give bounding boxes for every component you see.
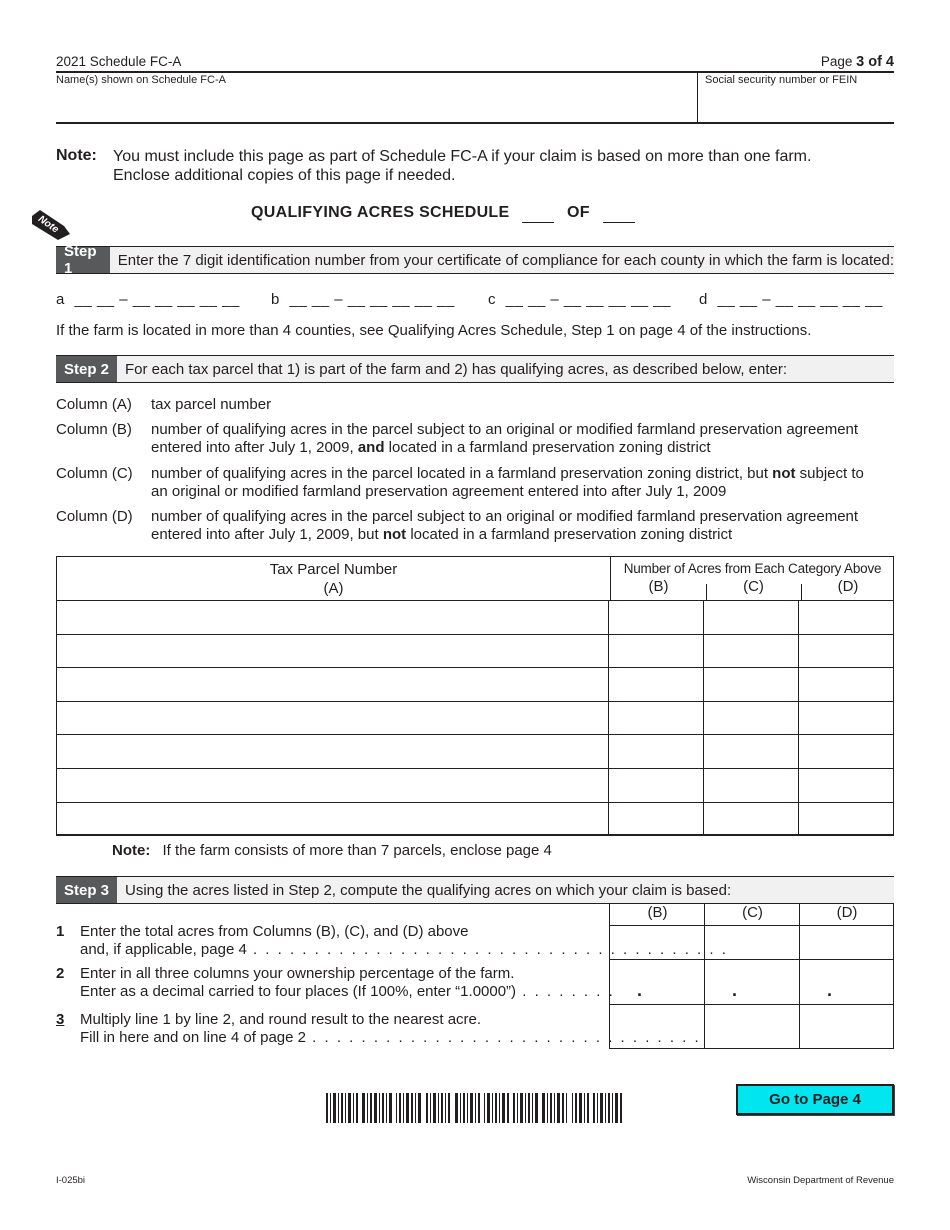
- schedule-title: [251, 204, 635, 223]
- ssn-field[interactable]: [699, 88, 894, 121]
- decimal-point: .: [827, 980, 833, 1000]
- column-c-label: Column (C): [56, 465, 133, 482]
- note-line-1: You must include this page as part of Schedule FC-A if your claim is based on more than one farm.: [113, 148, 812, 165]
- column-c-desc-line2: an original or modified farmland preservation agreement entered into after July 1, 2009: [151, 483, 727, 500]
- head-tick: [801, 584, 802, 601]
- county-id-letter: d: [699, 291, 708, 308]
- parcel-header: [57, 557, 610, 601]
- parcel-cell[interactable]: [57, 768, 609, 802]
- county-id-b[interactable]: [271, 290, 455, 309]
- acres-b-cell[interactable]: [609, 601, 704, 635]
- parcel-note-label: Note:: [112, 842, 151, 859]
- acres-c-cell[interactable]: [704, 668, 799, 702]
- acres-d-cell[interactable]: [799, 701, 894, 735]
- line-number: 2: [56, 965, 65, 982]
- page-prefix: Page: [820, 54, 853, 69]
- acres-b-cell[interactable]: [609, 668, 704, 702]
- step1-bar: [56, 243, 894, 277]
- step3-col-c: (C): [742, 904, 763, 921]
- schedule-title-text: QUALIFYING ACRES SCHEDULE: [251, 204, 510, 221]
- names-label: Name(s) shown on Schedule FC-A: [56, 74, 226, 86]
- line-number: 1: [56, 923, 65, 940]
- column-a-label: Column (A): [56, 396, 132, 413]
- names-field[interactable]: [56, 88, 696, 121]
- step3-grid: [609, 904, 894, 1049]
- parcel-rows: [56, 600, 894, 836]
- line2-d-input[interactable]: [800, 960, 893, 1004]
- column-d-desc-line1: number of qualifying acres in the parcel subject to an original or modified farmland preservation agreement: [151, 508, 859, 525]
- line-text-2: and, if applicable, page 4 . . . . . . . . . . . . . . . . . . . . . . . . . . . . . . . . . . . . . . .: [80, 941, 728, 958]
- county-id-letter: b: [271, 291, 280, 308]
- note-badge-text: Note: [36, 213, 61, 236]
- note-line-2: Enclose additional copies of this page if needed.: [113, 167, 456, 184]
- step3-line-2: [56, 965, 615, 1001]
- table-row: [57, 735, 894, 769]
- acres-b-cell[interactable]: [609, 768, 704, 802]
- header-bottom-rule: [56, 122, 894, 124]
- note-text: [113, 147, 811, 185]
- acres-c-cell[interactable]: [704, 768, 799, 802]
- header-rule: [56, 71, 894, 73]
- acres-c-cell[interactable]: [704, 634, 799, 668]
- parcel-cell[interactable]: [57, 601, 609, 635]
- line2-c-input[interactable]: [705, 960, 799, 1004]
- county-id-letter: c: [488, 291, 496, 308]
- table-row: [57, 802, 894, 836]
- col-d-head: (D): [837, 578, 859, 595]
- county-id-blanks[interactable]: __ __ – __ __ __ __ __: [505, 291, 671, 308]
- line-text-1: Multiply line 1 by line 2, and round result to the nearest acre.: [80, 1011, 482, 1028]
- line-text-2: Fill in here and on line 4 of page 2 . . . . . . . . . . . . . . . . . . . . . . . . . . . . . . . .: [80, 1029, 701, 1046]
- step3-tag: Step 3: [56, 877, 117, 903]
- step1-text: Enter the 7 digit identification number from your certificate of compliance for each county in which the farm is located:: [117, 251, 894, 269]
- acres-header: [610, 557, 894, 601]
- parcel-header-label: Tax Parcel Number: [269, 561, 398, 578]
- parcel-note: [112, 841, 552, 860]
- schedule-number-field[interactable]: [522, 204, 554, 223]
- table-row: [57, 668, 894, 702]
- step2-bar: [56, 355, 894, 383]
- line-text-1: Enter the total acres from Columns (B), (C), and (D) above: [80, 923, 469, 940]
- line2-b-input[interactable]: [610, 960, 704, 1004]
- column-d-label: Column (D): [56, 508, 133, 525]
- decimal-point: .: [637, 980, 643, 1000]
- line-number: 3: [56, 1011, 65, 1028]
- col-c-head: (C): [743, 578, 764, 595]
- parcel-note-text: If the farm consists of more than 7 parcels, enclose page 4: [162, 842, 552, 859]
- line-text-2: Enter as a decimal carried to four places (If 100%, enter “1.0000”) . . . . . . . .: [80, 983, 615, 1000]
- acres-c-cell[interactable]: [704, 701, 799, 735]
- county-id-blanks[interactable]: __ __ – __ __ __ __ __: [289, 291, 455, 308]
- column-d-desc: [151, 508, 896, 544]
- acres-c-cell[interactable]: [704, 601, 799, 635]
- parcel-header-sub: (A): [323, 580, 344, 597]
- step3-line-1: [56, 923, 728, 959]
- acres-b-cell[interactable]: [609, 735, 704, 769]
- line1-d-input[interactable]: [800, 926, 893, 959]
- form-id: I-025bi: [56, 1175, 86, 1186]
- column-b-label: Column (B): [56, 421, 132, 438]
- acres-d-cell[interactable]: [799, 634, 894, 668]
- barcode-icon: [326, 1093, 622, 1123]
- parcel-cell[interactable]: [57, 701, 609, 735]
- header-divider: [697, 73, 698, 123]
- step3-bar: [56, 876, 894, 904]
- county-id-a[interactable]: [56, 290, 240, 309]
- acres-d-cell[interactable]: [799, 601, 894, 635]
- acres-c-cell[interactable]: [704, 802, 799, 836]
- county-id-blanks[interactable]: __ __ – __ __ __ __ __: [717, 291, 883, 308]
- note-label: Note:: [56, 147, 97, 164]
- acres-c-cell[interactable]: [704, 735, 799, 769]
- column-a-desc: tax parcel number: [151, 396, 272, 413]
- county-id-c[interactable]: [488, 290, 671, 309]
- step2-tag: Step 2: [56, 356, 117, 382]
- acres-d-cell[interactable]: [799, 668, 894, 702]
- step1-footnote: If the farm is located in more than 4 counties, see Qualifying Acres Schedule, Step 1 on page 4 of the instructions.: [56, 322, 812, 339]
- acres-d-cell[interactable]: [799, 735, 894, 769]
- column-c-desc: [151, 465, 896, 501]
- go-to-page-4-button[interactable]: Go to Page 4: [736, 1084, 894, 1115]
- parcel-cell[interactable]: [57, 668, 609, 702]
- agency-name: Wisconsin Department of Revenue: [747, 1175, 894, 1186]
- column-c-desc-line1: number of qualifying acres in the parcel located in a farmland preservation zoning district, but not subject to: [151, 465, 864, 482]
- parcel-table: [56, 556, 894, 835]
- col-b-head: (B): [648, 578, 669, 595]
- parcel-cell[interactable]: [57, 634, 609, 668]
- county-id-blanks[interactable]: __ __ – __ __ __ __ __: [74, 291, 240, 308]
- parcel-cell[interactable]: [57, 802, 609, 836]
- table-row: [57, 768, 894, 802]
- head-tick: [706, 584, 707, 601]
- line3-d-input[interactable]: [800, 1005, 893, 1048]
- parcel-cell[interactable]: [57, 735, 609, 769]
- note-badge-icon: [28, 208, 74, 244]
- column-b-desc-line1: number of qualifying acres in the parcel subject to an original or modified farmland preservation agreement: [151, 421, 859, 438]
- table-row: [57, 601, 894, 635]
- line-text-1: Enter in all three columns your ownership percentage of the farm.: [80, 965, 515, 982]
- acres-b-cell[interactable]: [609, 701, 704, 735]
- ssn-label: Social security number or FEIN: [705, 74, 858, 86]
- page-number: [821, 54, 894, 70]
- acres-d-cell[interactable]: [799, 768, 894, 802]
- table-row: [57, 634, 894, 668]
- step3-text: Using the acres listed in Step 2, compute the qualifying acres on which your claim is based:: [125, 881, 732, 899]
- county-id-d[interactable]: [699, 290, 883, 309]
- page-count: 3 of 4: [856, 54, 894, 70]
- step3-col-b: (B): [647, 904, 668, 921]
- acres-b-cell[interactable]: [609, 802, 704, 836]
- step3-col-d: (D): [836, 904, 858, 921]
- acres-header-label: Number of Acres from Each Category Above: [623, 561, 882, 576]
- step3-line-3: [56, 1011, 701, 1047]
- table-row: [57, 701, 894, 735]
- step1-tag: Step 1: [56, 247, 110, 273]
- schedule-total-field[interactable]: [603, 204, 635, 223]
- county-id-letter: a: [56, 291, 65, 308]
- column-b-desc-line2: entered into after July 1, 2009, and located in a farmland preservation zoning district: [151, 439, 711, 456]
- acres-d-cell[interactable]: [799, 802, 894, 836]
- step2-text: For each tax parcel that 1) is part of the farm and 2) has qualifying acres, as described below, enter:: [125, 360, 788, 378]
- line3-c-input[interactable]: [705, 1005, 799, 1048]
- column-d-desc-line2: entered into after July 1, 2009, but not located in a farmland preservation zoning district: [151, 526, 733, 543]
- form-title: 2021 Schedule FC-A: [56, 54, 182, 69]
- acres-b-cell[interactable]: [609, 634, 704, 668]
- decimal-point: .: [732, 980, 738, 1000]
- column-b-desc: [151, 421, 896, 457]
- schedule-of-text: OF: [566, 204, 590, 221]
